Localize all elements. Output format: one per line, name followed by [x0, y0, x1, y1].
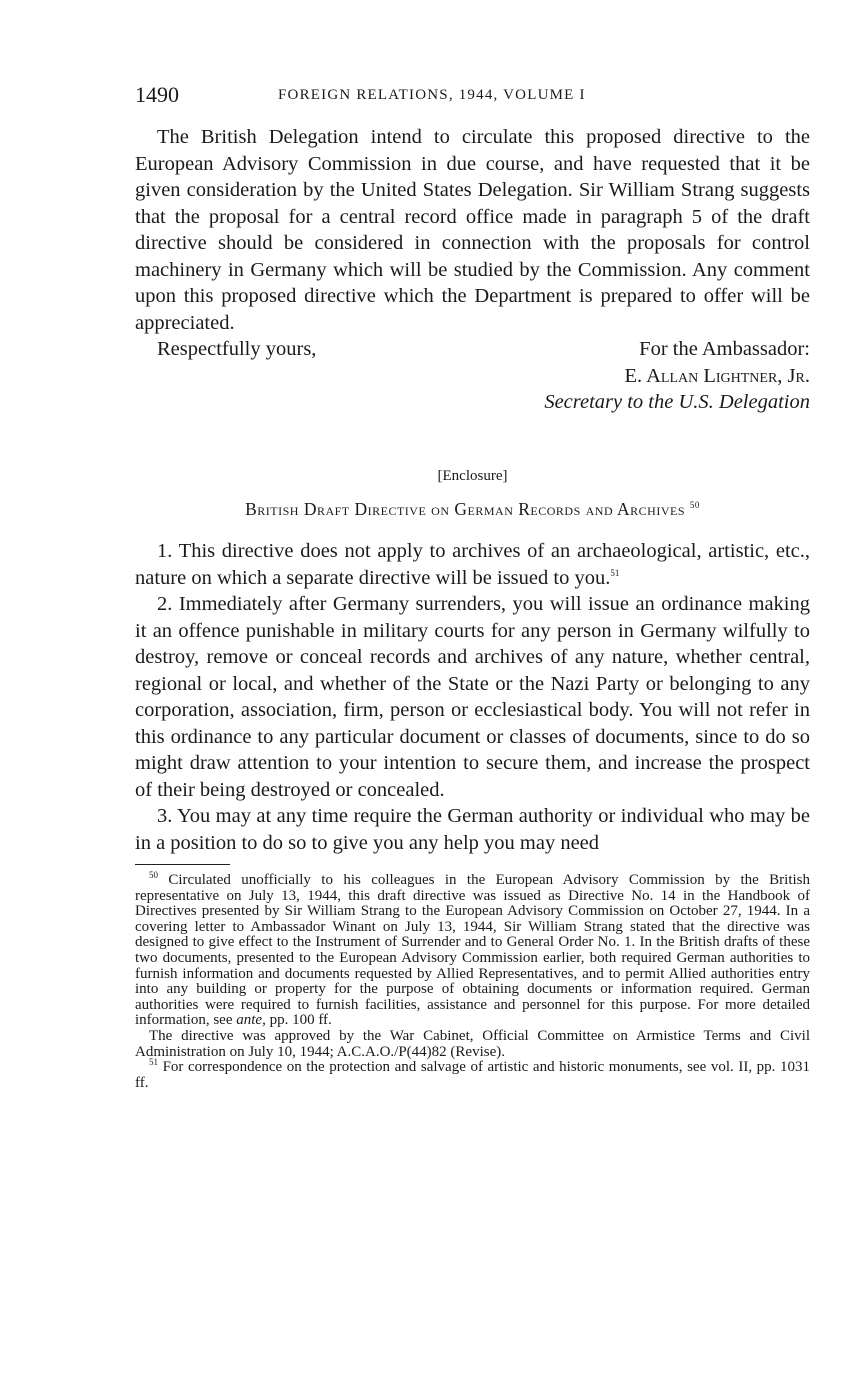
- complimentary-close: Respectfully yours,: [157, 338, 317, 360]
- directive-paragraph-2: 2. Immediately after Germany surrenders, you will issue an ordinance making it an offence punishable in military courts for any person in Germany wilfully to destroy, remove or conceal records and archives of any nature, whether central, regional or local, and whether of the State or the Nazi Party or belonging to any corporation, association, firm, person or ecclesiastical body. You will not refer in this ordinance to any particular document or classes of documents, since to do so might draw attention to your intention to secure them, and increase the prospect of their being destroyed or concealed.: [135, 593, 810, 801]
- document-page: [135, 82, 810, 1091]
- letter-closing: [135, 336, 810, 418]
- signer-name: E. Allan Lightner, Jr.: [624, 364, 810, 387]
- signature-block: [544, 336, 810, 416]
- page-number: 1490: [135, 82, 179, 107]
- signer-title: Secretary to the U.S. Delegation: [544, 391, 810, 413]
- footnote-50-continuation: The directive was approved by the War Cabinet, Official Committee on Armistice Terms and Civil Administration on July 10, 1944; A.C.A.O./P(44)82 (Revise).: [135, 1027, 810, 1060]
- enclosure-label: [Enclosure]: [437, 468, 508, 484]
- running-head: [135, 82, 810, 112]
- directive-paragraph-1: [135, 538, 810, 591]
- footnote-51: [135, 1057, 811, 1091]
- footnote-50-ante: ante: [236, 1012, 263, 1029]
- footnote-50-pages: , pp. 100 ff.: [262, 1012, 332, 1029]
- footnote-51-text: For correspondence on the protection and salvage of artistic and historic monuments, see vol. II, pp. 1031 ff.: [135, 1059, 811, 1091]
- footnotes: [135, 870, 811, 1091]
- footnote-ref-51: 51: [610, 567, 620, 578]
- footnote-51-mark: 51: [149, 1057, 158, 1068]
- footnote-50-text: Circulated unofficially to his colleagues in the European Advisory Commission by the British representative on July 13, 1944, this draft directive was issued as Directive No. 14 in the Handbook of Directives presented by Sir William Strang to the European Advisory Commission on October 27, 1944. In a covering letter to Ambassador Winant on July 13, 1944, Sir William Strang stated that the directive was designed to give effect to the Instrument of Surrender and to General Order No. 1. In the British drafts of these two documents, presented to the European Advisory Commission earlier, both required German authorities to furnish information and documents requested by Allied Representatives, and to permit Allied authorities entry into any building or property for the purpose of obtaining documents or information required. German authorities were required to furnish facilities, assistance and personnel for this purpose. For more detailed information, see: [135, 872, 810, 1029]
- footnote-50: [135, 870, 810, 1029]
- footnote-rule: [135, 864, 230, 865]
- letter-body: [135, 124, 810, 336]
- directive-body: [135, 538, 810, 856]
- letter-paragraph: The British Delegation intend to circulate this proposed directive to the European Advisory Commission in due course, and have requested that it be given consideration by the United States Delegation. Sir William Strang suggests that the proposal for a central record office made in paragraph 5 of the draft directive should be considered in connection with the proposals for control machinery in Germany which will be studied by the Commission. Any comment upon this proposed directive which the Department is prepared to offer will be appreciated.: [135, 126, 810, 334]
- running-title: FOREIGN RELATIONS, 1944, VOLUME I: [278, 87, 586, 103]
- section-title: [135, 499, 810, 520]
- footnote-50-mark: 50: [149, 870, 158, 880]
- section-title-text: British Draft Directive on German Records and Archives: [245, 499, 686, 519]
- for-line: For the Ambassador:: [639, 338, 810, 360]
- directive-paragraph-3: 3. You may at any time require the German authority or individual who may be in a position to do so to give you any help you may need: [135, 805, 810, 854]
- footnote-ref-50: 50: [689, 500, 700, 511]
- directive-paragraph-1-text: 1. This directive does not apply to archives of an archaeological, artistic, etc., nature on which a separate directive will be issued to you.: [135, 540, 810, 589]
